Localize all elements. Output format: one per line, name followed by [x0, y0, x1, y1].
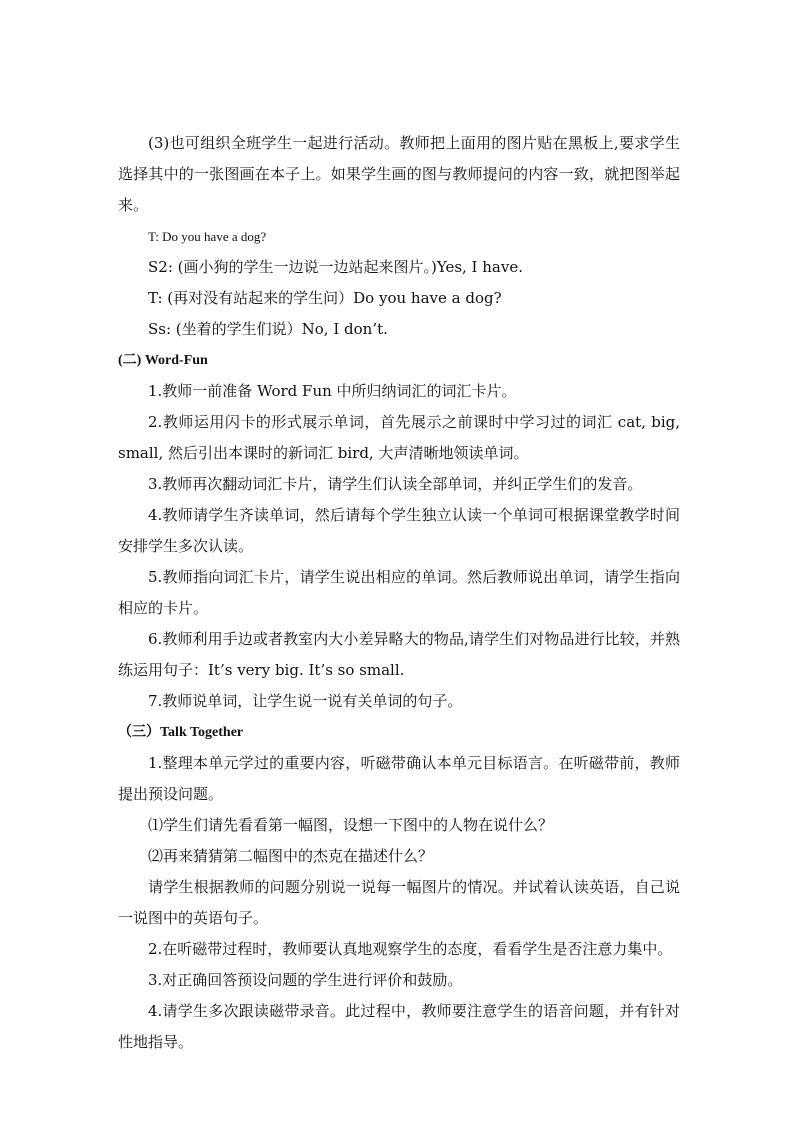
document-body: [118, 128, 680, 1058]
list-item: ⑵再来猜猜第二幅图中的杰克在描述什么？: [148, 847, 434, 865]
list-item: 5.教师指向词汇卡片，请学生说出相应的单词。然后教师说出单词，请学生指向相应的卡片。: [118, 568, 680, 617]
list-item: 3.对正确回答预设问题的学生进行评价和鼓励。: [148, 971, 463, 989]
list-item: 4.教师请学生齐读单词，然后请每个学生独立认读一个单词可根据课堂教学时间安排学生多次认读。: [118, 506, 680, 555]
dialogue-line: Ss: (坐着的学生们说）No, I don’t.: [148, 320, 388, 338]
list-item: 2.在听磁带过程时，教师要认真地观察学生的态度，看看学生是否注意力集中。: [148, 940, 673, 958]
list-item: ⑴学生们请先看看第一幅图，设想一下图中的人物在说什么？: [148, 816, 554, 834]
dialogue-line: T: (再对没有站起来的学生问）Do you have a dog?: [148, 289, 502, 307]
section-heading-word-fun: (二) Word-Fun: [118, 353, 208, 368]
list-item: 3.教师再次翻动词汇卡片，请学生们认读全部单词，并纠正学生们的发音。: [148, 475, 643, 493]
list-item: 4.请学生多次跟读磁带录音。此过程中，教师要注意学生的语音问题，并有针对性地指导。: [118, 1002, 680, 1051]
list-item: 1.整理本单元学过的重要内容，听磁带确认本单元目标语言。在听磁带前，教师提出预设问题。: [118, 754, 680, 803]
list-item: 请学生根据教师的问题分别说一说每一幅图片的情况。并试着认读英语，自己说一说图中的英语句子。: [118, 878, 680, 927]
section-heading-talk-together: （三）Talk Together: [118, 725, 244, 740]
list-item: 2.教师运用闪卡的形式展示单词，首先展示之前课时中学习过的词汇 cat, big, small, 然后引出本课时的新词汇 bird, 大声清晰地领读单词。: [118, 413, 680, 462]
paragraph-activity-3: (3)也可组织全班学生一起进行活动。教师把上面用的图片贴在黑板上,要求学生选择其中的一张图画在本子上。如果学生画的图与教师提问的内容一致，就把图举起来。: [118, 134, 680, 214]
dialogue-line: T: Do you have a dog?: [148, 229, 267, 244]
list-item: 6.教师利用手边或者教室内大小差异略大的物品,请学生们对物品进行比较，并熟练运用句子：It’s very big. It’s so small.: [118, 630, 680, 679]
list-item: 7.教师说单词，让学生说一说有关单词的句子。: [148, 692, 463, 710]
dialogue-line: S2: (画小狗的学生一边说一边站起来图片。)Yes, I have.: [148, 258, 523, 276]
list-item: 1.教师一前准备 Word Fun 中所归纳词汇的词汇卡片。: [148, 382, 517, 400]
